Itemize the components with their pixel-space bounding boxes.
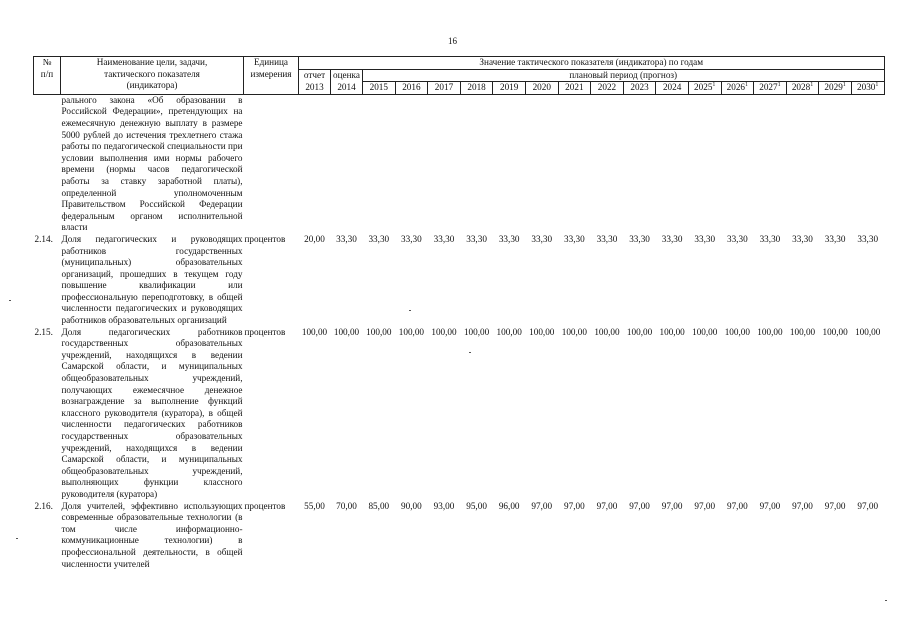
- continuation-text: рального закона «Об образовании в Российской Федерации», претендующих на ежемесячную денежную выплату в размере 5000 рублей до истечения трехлетнего стажа работы по педагогической специальности при условии выполнения ими нормы рабочего времени (нормы часов педагогической работы за ставку заработной платы), определенной уполномоченным Правительством Российской Федерации федеральным органом исполнительной власти: [61, 94, 243, 233]
- row-unit: процентов: [244, 233, 286, 244]
- row-number: 2.15.: [34, 326, 53, 337]
- row-value-2025: 33,30: [694, 233, 716, 244]
- row-value-2026: 100,00: [724, 326, 750, 337]
- scan-speck: [9, 300, 11, 301]
- row-unit: процентов: [244, 326, 286, 337]
- header-year-2018: 2018: [460, 82, 493, 95]
- row-value-2014: 33,30: [336, 233, 357, 244]
- row-indicator-name: Доля педагогических работников государственных образовательных учреждений, находящихся в ведении Самарской области, и муниципальных общеобразовательных учреждений, получающих ежемесячное денежное вознаграждение за выполнение функций классного руководителя (куратора), в общей численности педагогических работников государственных образовательных учреждений, находящихся в ведении Самарской области, и муниципальных общеобразовательных учреждений, выполняющих функции классного руководителя (куратора): [61, 326, 243, 499]
- row-value-2018: 33,30: [466, 233, 487, 244]
- row-value-2017: 100,00: [431, 326, 457, 337]
- table-row: [34, 501, 885, 571]
- row-value-2020: 33,30: [531, 233, 553, 244]
- row-value-2030: 100,00: [855, 326, 881, 337]
- row-value-2027: 97,00: [759, 500, 781, 511]
- header-year-2026: 2026$^1$: [721, 82, 754, 95]
- row-value-2019: 100,00: [496, 326, 522, 337]
- row-indicator-name: Доля педагогических и руководящих работников государственных (муниципальных) образовательных организаций, прошедших в текущем году повышение квалификации или профессиональную переподготовку, в общей численности педагогических и руководящих работников образовательных организаций: [61, 233, 243, 326]
- row-value-2013: 20,00: [304, 233, 325, 244]
- row-value-2023: 100,00: [626, 326, 653, 337]
- row-value-2027: 100,00: [757, 326, 783, 337]
- row-indicator-name: Доля учителей, эффективно использующих современные образовательные технологии (в том числе информационно-коммуникационные технологии) в профессиональной деятельности, в общей численности учителей: [61, 500, 243, 569]
- page-number: 16: [448, 36, 457, 46]
- row-value-2016: 33,30: [401, 233, 422, 244]
- row-value-2013: 100,00: [301, 326, 328, 337]
- row-value-2016: 90,00: [401, 500, 422, 511]
- header-year-2020: 2020: [525, 82, 558, 95]
- header-year-2016: 2016: [395, 82, 428, 95]
- table-header: [34, 57, 885, 95]
- row-value-2018: 100,00: [463, 326, 490, 337]
- header-year-2023: 2023: [623, 82, 656, 95]
- header-unit: Единица измерения: [244, 57, 299, 95]
- row-value-2029: 97,00: [824, 500, 846, 511]
- row-value-2026: 97,00: [726, 500, 748, 511]
- header-indicator-name: Наименование цели, задачи, тактического показателя (индикатора): [61, 57, 244, 95]
- scan-speck: [409, 310, 411, 311]
- row-value-2022: 33,30: [596, 233, 618, 244]
- header-year-2028: 2028$^1$: [786, 82, 819, 95]
- header-year-2014: 2014: [331, 82, 363, 95]
- row-value-2021: 97,00: [564, 500, 585, 511]
- row-value-2016: 100,00: [398, 326, 425, 337]
- row-value-2018: 95,00: [466, 500, 487, 511]
- header-report: отчет: [299, 69, 331, 82]
- row-value-2025: 100,00: [692, 326, 718, 337]
- row-value-2022: 97,00: [596, 500, 618, 511]
- footnote-mark: 1: [745, 82, 749, 89]
- footnote-mark: 1: [712, 82, 716, 89]
- header-year-2015: 2015: [363, 82, 396, 95]
- row-value-2017: 93,00: [433, 500, 455, 511]
- scan-speck: [885, 600, 887, 601]
- row-value-2019: 96,00: [498, 500, 520, 511]
- row-value-2019: 33,30: [498, 233, 520, 244]
- header-year-2017: 2017: [428, 82, 461, 95]
- row-value-2028: 97,00: [792, 500, 813, 511]
- row-value-2025: 97,00: [694, 500, 716, 511]
- row-value-2015: 33,30: [368, 233, 390, 244]
- row-value-2027: 33,30: [759, 233, 781, 244]
- continuation-row: [34, 94, 885, 234]
- row-value-2014: 70,00: [336, 500, 357, 511]
- row-value-2014: 100,00: [333, 326, 360, 337]
- table-row: [34, 234, 885, 327]
- row-value-2024: 33,30: [661, 233, 683, 244]
- table-body: [34, 94, 885, 570]
- row-value-2022: 100,00: [594, 326, 620, 337]
- scan-speck: [469, 352, 471, 353]
- table-row: [34, 327, 885, 501]
- header-number: № п/п: [34, 57, 61, 95]
- row-value-2024: 100,00: [659, 326, 685, 337]
- row-value-2026: 33,30: [726, 233, 748, 244]
- header-year-2030: 2030$^1$: [851, 82, 884, 95]
- indicator-table: [33, 56, 885, 570]
- footnote-mark: 1: [842, 82, 846, 89]
- header-estimate: оценка: [331, 69, 363, 82]
- row-number: 2.16.: [34, 500, 53, 511]
- row-value-2020: 97,00: [531, 500, 553, 511]
- header-values-title: Значение тактического показателя (индикатора) по годам: [299, 57, 885, 70]
- row-number: 2.14.: [34, 233, 53, 244]
- row-value-2015: 100,00: [366, 326, 392, 337]
- row-value-2030: 33,30: [857, 233, 879, 244]
- header-year-2025: 2025$^1$: [688, 82, 721, 95]
- header-year-2019: 2019: [493, 82, 526, 95]
- row-value-2017: 33,30: [433, 233, 455, 244]
- row-value-2013: 55,00: [304, 500, 325, 511]
- row-value-2029: 100,00: [822, 326, 848, 337]
- header-year-2021: 2021: [558, 82, 591, 95]
- row-value-2023: 97,00: [629, 500, 650, 511]
- footnote-mark: 1: [777, 82, 781, 89]
- header-planned-period: плановый период (прогноз): [363, 69, 885, 82]
- footnote-mark: 1: [875, 82, 879, 89]
- footnote-mark: 1: [810, 82, 814, 89]
- row-value-2020: 100,00: [529, 326, 555, 337]
- row-value-2028: 33,30: [792, 233, 813, 244]
- header-year-2029: 2029$^1$: [819, 82, 852, 95]
- row-value-2030: 97,00: [857, 500, 879, 511]
- header-year-2013: 2013: [299, 82, 331, 95]
- header-year-2027: 2027$^1$: [754, 82, 787, 95]
- header-year-2024: 2024: [656, 82, 689, 95]
- row-value-2015: 85,00: [368, 500, 390, 511]
- row-value-2023: 33,30: [629, 233, 650, 244]
- row-value-2021: 100,00: [561, 326, 587, 337]
- scan-speck: [16, 538, 18, 539]
- row-value-2029: 33,30: [824, 233, 846, 244]
- row-value-2024: 97,00: [661, 500, 683, 511]
- row-value-2028: 100,00: [789, 326, 816, 337]
- row-unit: процентов: [244, 500, 286, 511]
- row-value-2021: 33,30: [564, 233, 585, 244]
- header-year-2022: 2022: [591, 82, 624, 95]
